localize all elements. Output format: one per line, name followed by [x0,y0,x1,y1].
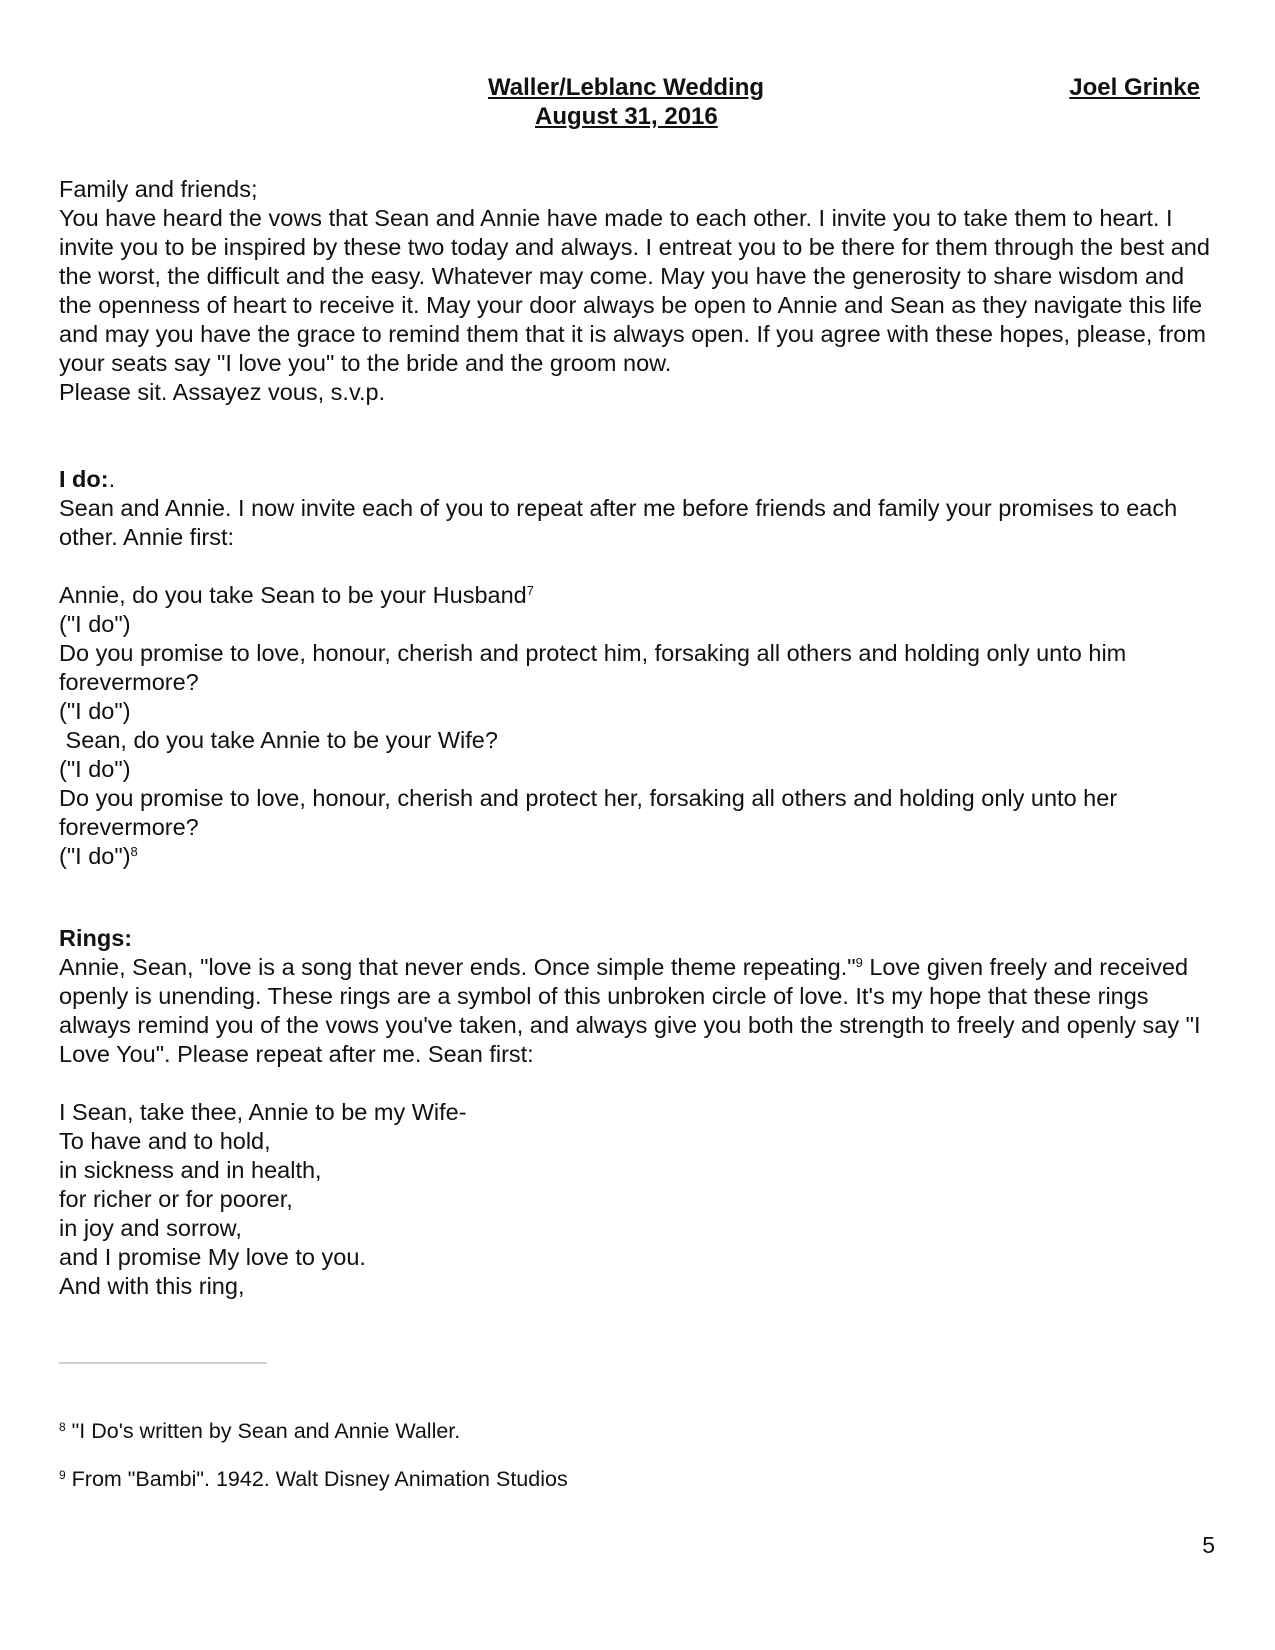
footnote-number: 8 [59,1420,66,1434]
intro-section [59,175,1219,407]
intro-paragraph: You have heard the vows that Sean and Annie have made to each other. I invite you to take them to heart. I invite you to be inspired by these two today and always. I entreat you to be there for them through the best and the worst, the difficult and the easy. Whatever may come. May you have the generosity to share wisdom and the openness of heart to receive it. May your door always be open to Annie and Sean as they navigate this life and may you have the grace to remind them that it is always open. If you agree with these hopes, please, from your seats say "I love you" to the bride and the groom now. [59,205,1210,376]
ido-answer-4 [59,842,1219,871]
ido-question-1-text: Annie, do you take Sean to be your Husband [59,582,527,608]
ido-heading: I do: [59,466,109,492]
ido-heading-suffix: . [108,466,116,492]
footnote-divider [59,1362,267,1364]
ido-question-2: Do you promise to love, honour, cherish and protect him, forsaking all others and holding only unto him forevermore? [59,640,1127,695]
footnote-ref-9: 9 [855,955,863,970]
vow-line: And with this ring, [59,1273,245,1299]
rings-paragraph [59,953,1219,1069]
sit-instruction: Please sit. Assayez vous, s.v.p. [59,379,386,405]
vow-line: I Sean, take thee, Annie to be my Wife- [59,1099,467,1125]
rings-paragraph-quote: Annie, Sean, "love is a song that never ends. Once simple theme repeating." [59,954,856,980]
rings-paragraph-rest: Love given freely and received openly is unending. These rings are a symbol of this unbroken circle of love. It's my hope that these rings always remind you of the vows you've taken, and always give you both the strength to freely and openly say "I Love You". Please repeat after me. Sean first: [59,954,1201,1067]
greeting: Family and friends; [59,176,258,202]
footnote-number: 9 [59,1468,66,1482]
ido-heading-line [59,465,1219,494]
footnote-8 [59,1418,460,1444]
vow-line: for richer or for poorer, [59,1186,293,1212]
ido-answer-3: ("I do") [59,756,131,782]
ido-question-1 [59,581,1219,610]
ido-section [59,465,1219,871]
footnote-text: From "Bambi". 1942. Walt Disney Animation Studios [65,1467,568,1491]
document-title: Waller/Leblanc Wedding [488,74,765,101]
author-name: Joel Grinke [1069,74,1200,101]
vow-line: in sickness and in health, [59,1157,322,1183]
ido-answer-4-text: ("I do") [59,843,131,869]
footnote-text: "I Do's written by Sean and Annie Waller. [65,1419,461,1443]
vow-line: in joy and sorrow, [59,1215,242,1241]
rings-section [59,924,1219,1301]
footnote-ref-7: 7 [526,583,534,598]
ido-answer-1: ("I do") [59,611,131,637]
vow-line: To have and to hold, [59,1128,271,1154]
document-date: August 31, 2016 [535,103,718,130]
footnote-ref-8: 8 [130,844,138,859]
footnote-9 [59,1466,568,1492]
ido-intro: Sean and Annie. I now invite each of you to repeat after me before friends and family your promises to each other. Annie first: [59,495,1178,550]
page-number: 5 [1202,1532,1215,1558]
ido-question-4: Do you promise to love, honour, cherish and protect her, forsaking all others and holding only unto her forevermore? [59,785,1118,840]
vow-line: and I promise My love to you. [59,1244,366,1270]
ido-answer-2: ("I do") [59,698,131,724]
rings-heading: Rings: [59,925,133,951]
ido-question-3: Sean, do you take Annie to be your Wife? [59,727,498,753]
